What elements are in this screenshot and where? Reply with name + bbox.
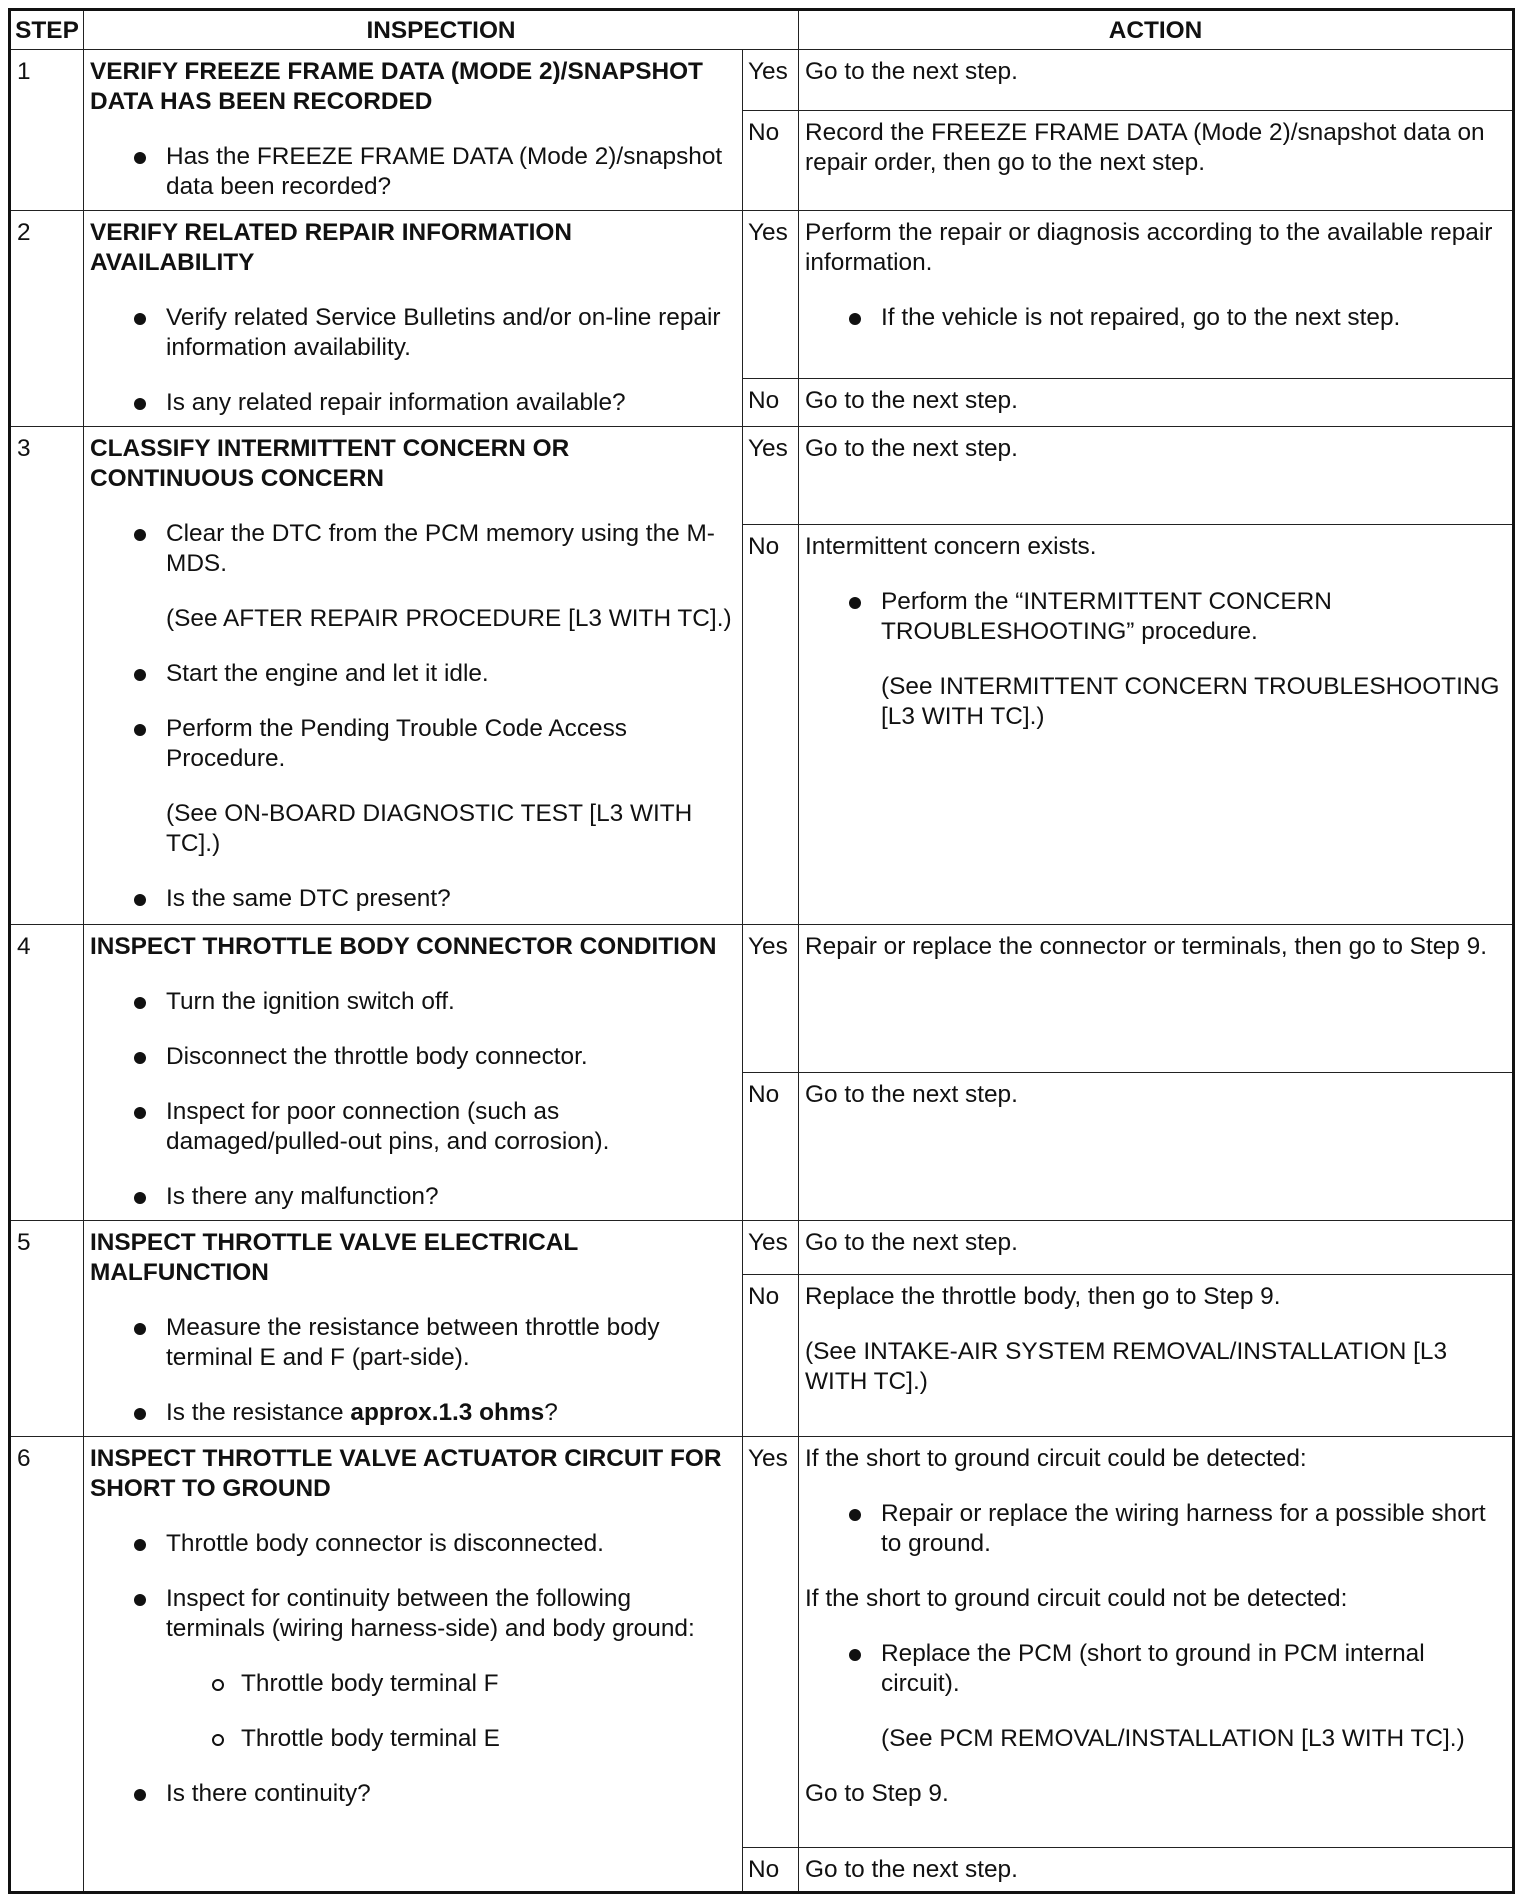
yes-label: Yes [743, 1220, 799, 1274]
yes-label: Yes [743, 427, 799, 525]
inspection-bullet [90, 519, 736, 634]
step-number: 4 [10, 924, 84, 1220]
inspection-bullet: Start the engine and let it idle. [90, 659, 736, 689]
inspection-bullet [90, 1398, 736, 1428]
action-bullet: Repair or replace the wiring harness for a possible short to ground. [805, 1499, 1506, 1559]
step-title: INSPECT THROTTLE VALVE ACTUATOR CIRCUIT FOR SHORT TO GROUND [90, 1444, 722, 1502]
table-row [10, 1436, 1514, 1847]
yes-label: Yes [743, 1436, 799, 1847]
no-label: No [743, 379, 799, 427]
table-row [10, 211, 1514, 379]
action-text: Perform the repair or diagnosis according to the available repair information. [805, 219, 1493, 277]
step-number: 1 [10, 50, 84, 211]
no-action: Record the FREEZE FRAME DATA (Mode 2)/snapshot data on repair order, then go to the next step. [799, 110, 1514, 211]
inspection-bullet: Throttle body connector is disconnected. [90, 1529, 736, 1559]
step-inspection [84, 1436, 743, 1893]
step-number: 2 [10, 211, 84, 427]
inspection-bullet: Is any related repair information available? [90, 388, 736, 418]
bullet-text: Clear the DTC from the PCM memory using the M-MDS. [166, 520, 715, 578]
inspection-table [8, 8, 1515, 1894]
step-title: VERIFY FREEZE FRAME DATA (MODE 2)/SNAPSHOT DATA HAS BEEN RECORDED [90, 58, 703, 116]
action-text: If the short to ground circuit could be detected: [805, 1444, 1307, 1472]
yes-action [799, 211, 1514, 379]
reference-link[interactable]: (See INTAKE-AIR SYSTEM REMOVAL/INSTALLATION [L3 WITH TC].) [805, 1338, 1448, 1396]
yes-action: Go to the next step. [799, 50, 1514, 110]
no-action: Go to the next step. [799, 379, 1514, 427]
action-bullet [805, 587, 1506, 732]
bullet-text: Perform the Pending Trouble Code Access Procedure. [166, 715, 627, 773]
step-title: INSPECT THROTTLE BODY CONNECTOR CONDITION [90, 932, 717, 960]
table-row [10, 1220, 1514, 1274]
spec-value: approx.1.3 ohms [350, 1398, 545, 1426]
no-label: No [743, 1072, 799, 1220]
inspection-bullet: Measure the resistance between throttle body terminal E and F (part-side). [90, 1313, 736, 1373]
step-inspection [84, 1220, 743, 1436]
yes-action [799, 1436, 1514, 1847]
action-text: Go to Step 9. [805, 1779, 949, 1807]
no-action: Go to the next step. [799, 1072, 1514, 1220]
reference-link[interactable]: (See AFTER REPAIR PROCEDURE [L3 WITH TC].) [166, 605, 732, 633]
yes-label: Yes [743, 924, 799, 1072]
step-inspection [84, 924, 743, 1220]
step-number: 6 [10, 1436, 84, 1893]
no-label: No [743, 110, 799, 211]
inspection-bullet: Verify related Service Bulletins and/or on-line repair information availability. [90, 303, 736, 363]
yes-label: Yes [743, 50, 799, 110]
bullet-text: Inspect for continuity between the following terminals (wiring harness-side) and body ground: [166, 1584, 695, 1642]
no-action [799, 1275, 1514, 1436]
no-label: No [743, 1847, 799, 1892]
reference-link[interactable]: (See INTERMITTENT CONCERN TROUBLESHOOTING [L3 WITH TC].) [881, 672, 1500, 730]
bullet-text: Replace the PCM (short to ground in PCM internal circuit). [881, 1639, 1425, 1697]
header-action: ACTION [799, 10, 1514, 50]
action-text: Replace the throttle body, then go to Step 9. [805, 1283, 1281, 1311]
inspection-bullet: Is there continuity? [90, 1779, 736, 1809]
step-title: INSPECT THROTTLE VALVE ELECTRICAL MALFUNCTION [90, 1228, 578, 1286]
inspection-bullet [90, 1584, 736, 1754]
inspection-bullet: Turn the ignition switch off. [90, 987, 736, 1017]
sub-bullet: Throttle body terminal F [166, 1669, 736, 1699]
yes-action: Go to the next step. [799, 1220, 1514, 1274]
reference-link[interactable]: (See ON-BOARD DIAGNOSTIC TEST [L3 WITH TC].) [166, 800, 693, 858]
step-title: CLASSIFY INTERMITTENT CONCERN OR CONTINUOUS CONCERN [90, 435, 570, 493]
bullet-text: ? [544, 1398, 558, 1426]
header-row [10, 10, 1514, 50]
inspection-bullet: Is the same DTC present? [90, 884, 736, 914]
bullet-text: Perform the “INTERMITTENT CONCERN TROUBLESHOOTING” procedure. [881, 587, 1332, 645]
step-inspection [84, 50, 743, 211]
no-action [799, 524, 1514, 924]
sub-bullet: Throttle body terminal E [166, 1724, 736, 1754]
inspection-bullet: Inspect for poor connection (such as damaged/pulled-out pins, and corrosion). [90, 1097, 736, 1157]
table-row [10, 924, 1514, 1072]
inspection-bullet: Has the FREEZE FRAME DATA (Mode 2)/snapshot data been recorded? [90, 142, 736, 202]
step-number: 5 [10, 1220, 84, 1436]
action-text: If the short to ground circuit could not be detected: [805, 1584, 1348, 1612]
no-action: Go to the next step. [799, 1847, 1514, 1892]
step-inspection [84, 427, 743, 925]
table-row [10, 427, 1514, 525]
action-bullet: If the vehicle is not repaired, go to the next step. [805, 303, 1506, 333]
yes-label: Yes [743, 211, 799, 379]
inspection-bullet: Disconnect the throttle body connector. [90, 1042, 736, 1072]
action-bullet [805, 1639, 1506, 1754]
table-row [10, 50, 1514, 110]
yes-action: Repair or replace the connector or terminals, then go to Step 9. [799, 924, 1514, 1072]
action-text: Intermittent concern exists. [805, 532, 1097, 560]
inspection-bullet [90, 714, 736, 859]
header-step: STEP [10, 10, 84, 50]
step-title: VERIFY RELATED REPAIR INFORMATION AVAILABILITY [90, 219, 572, 277]
no-label: No [743, 524, 799, 924]
inspection-bullet: Is there any malfunction? [90, 1182, 736, 1212]
step-number: 3 [10, 427, 84, 925]
no-label: No [743, 1275, 799, 1436]
yes-action: Go to the next step. [799, 427, 1514, 525]
step-inspection [84, 211, 743, 427]
header-inspection: INSPECTION [84, 10, 799, 50]
bullet-text: Is the resistance [166, 1398, 351, 1426]
reference-link[interactable]: (See PCM REMOVAL/INSTALLATION [L3 WITH TC].) [881, 1724, 1465, 1752]
